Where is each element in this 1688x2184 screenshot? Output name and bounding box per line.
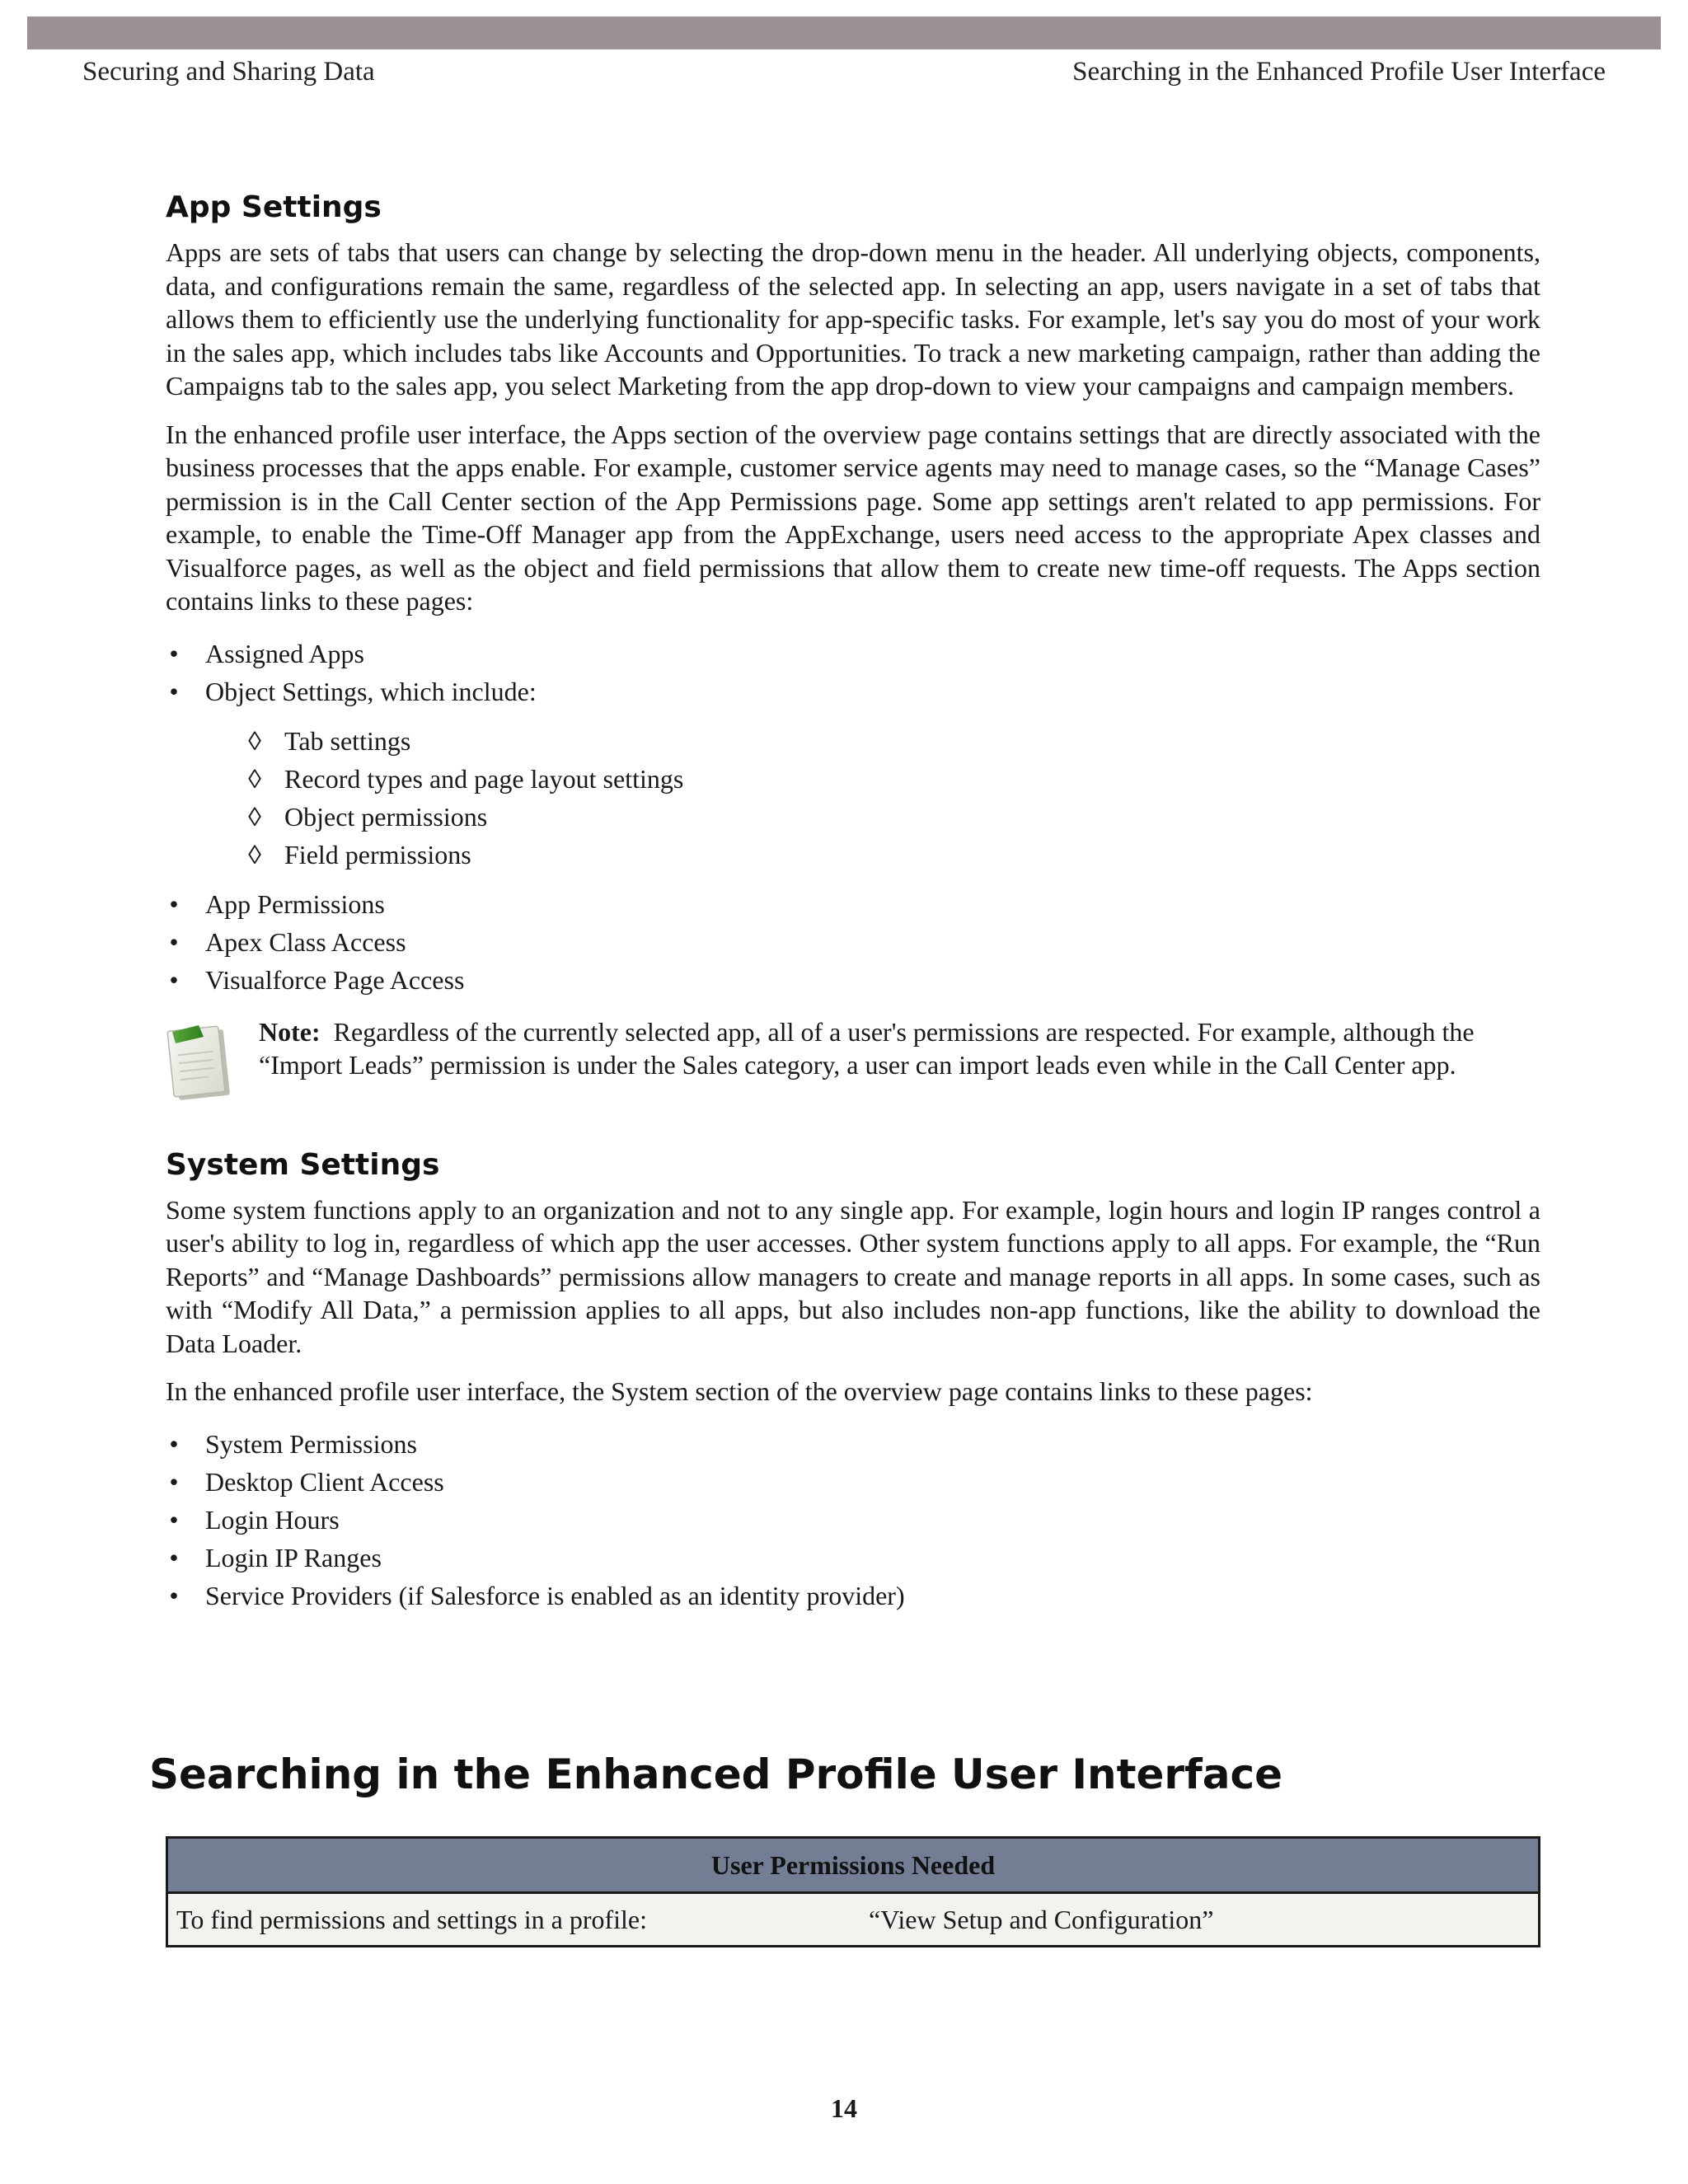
- list-item: [166, 1539, 1540, 1577]
- bullet-glyph: •: [169, 1428, 179, 1459]
- bullet-glyph: •: [169, 1542, 179, 1572]
- app-settings-paragraph-1: Apps are sets of tabs that users can change by selecting the drop-down menu in the header. All underlying objects, components, data, and configurations remain the same, regardless of the selected app. In selecting an app, users navigate in a set of tabs that allows them to efficiently use the underlying functionality for app-specific tasks. For example, let's say you do most of your work in the sales app, which includes tabs like Accounts and Opportunities. To track a new marketing campaign, rather than adding the Campaigns tab to the sales app, you select Marketing from the app drop-down to view your campaigns and campaign members.: [166, 237, 1540, 401]
- bullet-glyph: •: [169, 1466, 179, 1497]
- list-item-text: System Permissions: [205, 1428, 417, 1459]
- sub-list-item: [245, 760, 1540, 798]
- sub-list-item-text: Record types and page layout settings: [284, 763, 684, 794]
- app-settings-list: [166, 635, 1540, 999]
- list-item: [166, 1425, 1540, 1463]
- note-text-block: [259, 1015, 1540, 1082]
- bullet-glyph: •: [169, 638, 179, 668]
- note-icon: [166, 1019, 232, 1101]
- list-item-text: Object Settings, which include:: [205, 676, 537, 706]
- sub-list-item: [245, 798, 1540, 836]
- list-item: [166, 635, 1540, 673]
- bullet-glyph: •: [169, 926, 179, 957]
- system-settings-heading: System Settings: [166, 1147, 440, 1182]
- system-settings-list: [166, 1425, 1540, 1615]
- table-cell-permission: “View Setup and Configuration”: [860, 1893, 1540, 1947]
- sub-list-item: [245, 722, 1540, 760]
- top-bar: [27, 16, 1661, 49]
- note-callout: [166, 1015, 1540, 1106]
- list-item-text: Assigned Apps: [205, 638, 364, 668]
- page-content: [166, 188, 1540, 1631]
- list-item-text: Login Hours: [205, 1504, 340, 1535]
- bullet-glyph: •: [169, 1580, 179, 1610]
- list-item-text: Desktop Client Access: [205, 1466, 444, 1497]
- diamond-bullet-glyph: ◊: [248, 801, 261, 832]
- table-header-row: [167, 1838, 1540, 1893]
- system-settings-paragraph-2: In the enhanced profile user interface, the System section of the overview page contains links to these pages:: [166, 1376, 1313, 1406]
- bullet-glyph: •: [169, 888, 179, 919]
- sub-list-item-text: Object permissions: [284, 801, 488, 832]
- list-item: [166, 1463, 1540, 1501]
- bullet-glyph: •: [169, 1504, 179, 1535]
- diamond-bullet-glyph: ◊: [248, 763, 261, 794]
- table-cell-task: To find permissions and settings in a profile:: [167, 1893, 861, 1947]
- sub-list-item: [245, 836, 1540, 874]
- note-body: Regardless of the currently selected app, all of a user's permissions are respected. For example, although the “Import Leads” permission is under the Sales category, a user can import leads even while in the Call Center app.: [259, 1016, 1475, 1080]
- bullet-glyph: •: [169, 676, 179, 706]
- sub-list-item-text: Field permissions: [284, 839, 471, 869]
- list-item: [166, 1577, 1540, 1615]
- note-label: Note:: [259, 1016, 321, 1047]
- list-item: [166, 1501, 1540, 1539]
- searching-section-heading: Searching in the Enhanced Profile User Interface: [149, 1750, 1283, 1798]
- diamond-bullet-glyph: ◊: [248, 725, 261, 756]
- list-item-text: Apex Class Access: [205, 926, 406, 957]
- list-item-text: Visualforce Page Access: [205, 964, 465, 995]
- running-header-left: Securing and Sharing Data: [82, 57, 375, 87]
- app-settings-paragraph-2: In the enhanced profile user interface, the Apps section of the overview page contains settings that are directly associated with the business processes that the apps enable. For example, customer service agents may need to manage cases, so the “Manage Cases” permission is in the Call Center section of the App Permissions page. Some app settings aren't related to app permissions. For example, to enable the Time-Off Manager app from the AppExchange, users need access to the appropriate Apex classes and Visualforce pages, as well as the object and field permissions that allow them to create new time-off requests. The Apps section contains links to these pages:: [166, 419, 1540, 616]
- bullet-glyph: •: [169, 964, 179, 995]
- user-permissions-table: [166, 1836, 1540, 1947]
- table-header-cell: User Permissions Needed: [167, 1838, 1540, 1893]
- list-item-text: App Permissions: [205, 888, 385, 919]
- running-header-right: Searching in the Enhanced Profile User Interface: [1072, 57, 1606, 87]
- sub-list-item-text: Tab settings: [284, 725, 411, 756]
- page-number: 14: [831, 2093, 857, 2123]
- list-item: [166, 673, 1540, 874]
- diamond-bullet-glyph: ◊: [248, 839, 261, 869]
- list-item-text: Service Providers (if Salesforce is enabled as an identity provider): [205, 1580, 905, 1610]
- app-settings-heading: App Settings: [166, 190, 382, 224]
- list-item: [166, 923, 1540, 961]
- system-settings-paragraph-1: Some system functions apply to an organization and not to any single app. For example, login hours and login IP ranges control a user's ability to log in, regardless of which app the user accesses. Other system functions apply to all apps. For example, the “Run Reports” and “Manage Dashboards” permissions allow managers to create and manage reports in all apps. In some cases, such as with “Modify All Data,” a permission applies to all apps, but also includes non-app functions, like the ability to download the Data Loader.: [166, 1194, 1540, 1358]
- object-settings-sub-list: [245, 722, 1540, 874]
- table-row: [167, 1893, 1540, 1947]
- list-item: [166, 961, 1540, 999]
- list-item-text: Login IP Ranges: [205, 1542, 382, 1572]
- list-item: [166, 885, 1540, 923]
